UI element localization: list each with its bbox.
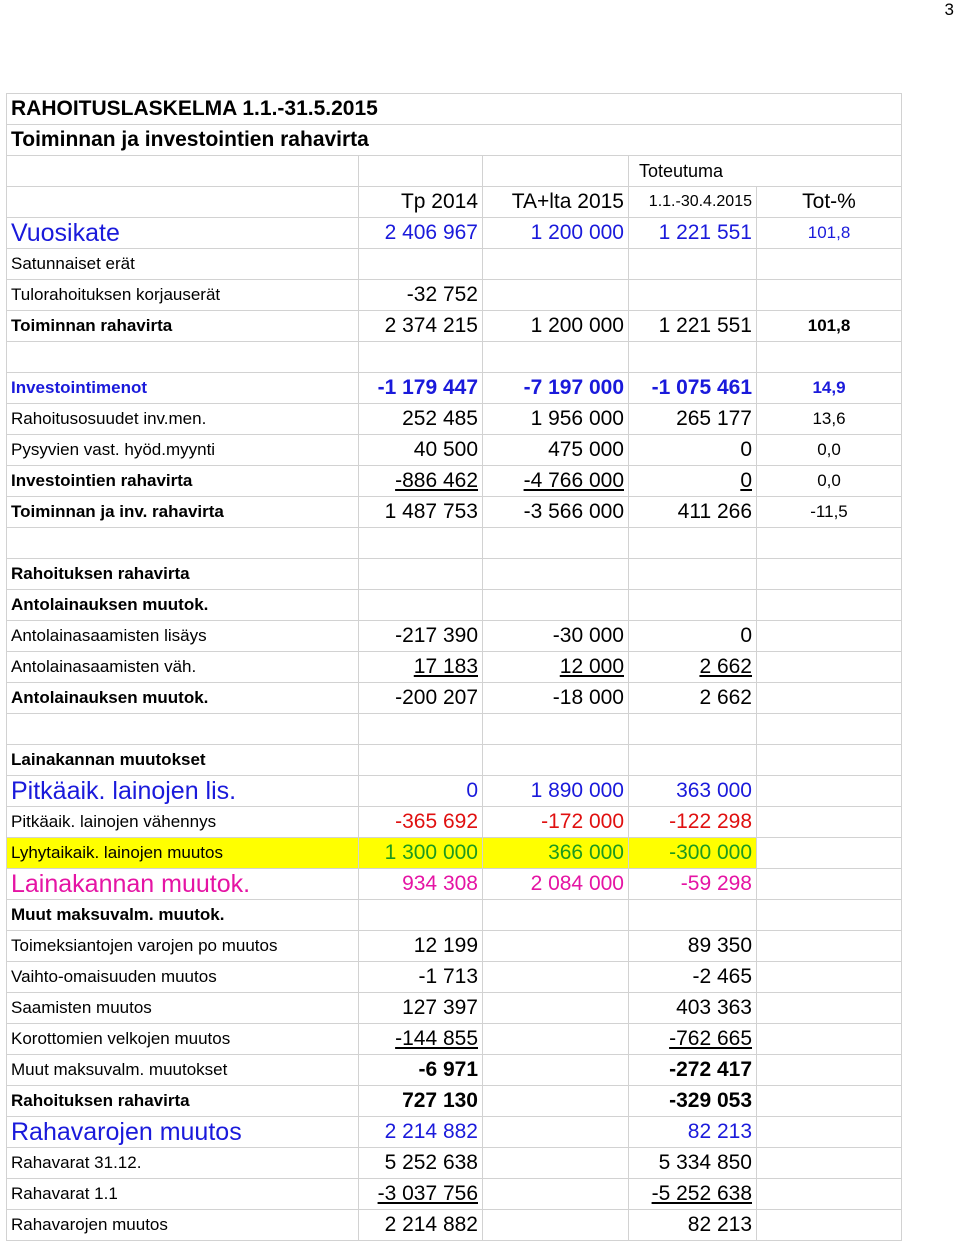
cell-pct: -11,5 [757, 497, 902, 528]
cell-ta [483, 590, 629, 621]
cell-pct [757, 1179, 902, 1210]
row-label: Rahoitusosuudet inv.men. [7, 404, 359, 435]
title-row-1 [7, 94, 902, 125]
cell-tp: -6 971 [359, 1055, 483, 1086]
cell-pct: 13,6 [757, 404, 902, 435]
table-row [7, 1210, 902, 1241]
cell-ta: -7 197 000 [483, 373, 629, 404]
row-label [7, 714, 359, 745]
cell-tot: 2 662 [629, 683, 757, 714]
table-row [7, 962, 902, 993]
cell-pct [757, 993, 902, 1024]
table-row [7, 621, 902, 652]
cell-pct [757, 776, 902, 807]
cell-tot [629, 590, 757, 621]
cell-tp: 2 214 882 [359, 1117, 483, 1148]
cell-ta: -3 566 000 [483, 497, 629, 528]
table-row [7, 497, 902, 528]
table-row [7, 683, 902, 714]
header-toteutuma: Toteutuma [629, 156, 902, 187]
cell-tp [359, 900, 483, 931]
cell-ta [483, 249, 629, 280]
cell-tot: 411 266 [629, 497, 757, 528]
header-tp: Tp 2014 [359, 187, 483, 218]
row-label: Muut maksuvalm. muutokset [7, 1055, 359, 1086]
cell-tp: -1 179 447 [359, 373, 483, 404]
cell-pct [757, 528, 902, 559]
cell-pct [757, 838, 902, 869]
cell-tp: -144 855 [359, 1024, 483, 1055]
table-row [7, 1086, 902, 1117]
cell-tp [359, 745, 483, 776]
cell-tot: -2 465 [629, 962, 757, 993]
cell-pct [757, 249, 902, 280]
cell-tp [359, 249, 483, 280]
cell-tp [359, 590, 483, 621]
row-label: Investointimenot [7, 373, 359, 404]
table-row [7, 218, 902, 249]
cell-tp: -32 752 [359, 280, 483, 311]
cell-tot: 0 [629, 466, 757, 497]
cell-pct [757, 621, 902, 652]
cell-tp: -3 037 756 [359, 1179, 483, 1210]
cell-ta [483, 280, 629, 311]
row-label: Toiminnan rahavirta [7, 311, 359, 342]
cell-ta [483, 745, 629, 776]
cell-tot: -5 252 638 [629, 1179, 757, 1210]
cell-tot [629, 249, 757, 280]
cell-tot: -1 075 461 [629, 373, 757, 404]
table-row [7, 900, 902, 931]
table-row [7, 652, 902, 683]
cell-tot [629, 745, 757, 776]
cell-ta [483, 714, 629, 745]
cell-ta: -18 000 [483, 683, 629, 714]
row-label: Satunnaiset erät [7, 249, 359, 280]
cell-tot [629, 714, 757, 745]
row-label: Pysyvien vast. hyöd.myynti [7, 435, 359, 466]
row-label: Antolainasaamisten väh. [7, 652, 359, 683]
cell-tp [359, 342, 483, 373]
cell-tot: 1 221 551 [629, 218, 757, 249]
row-label: Antolainasaamisten lisäys [7, 621, 359, 652]
cell-tot [629, 559, 757, 590]
cell-ta [483, 1055, 629, 1086]
title-row-2 [7, 125, 902, 156]
cell-ta: 1 956 000 [483, 404, 629, 435]
row-label: Saamisten muutos [7, 993, 359, 1024]
cell-tot: -300 000 [629, 838, 757, 869]
row-label: Rahavarojen muutos [7, 1210, 359, 1241]
table-row [7, 869, 902, 900]
row-label: Pitkäaik. lainojen vähennys [7, 807, 359, 838]
cell-tot: 0 [629, 621, 757, 652]
cell-tot [629, 280, 757, 311]
row-label: Rahavarat 31.12. [7, 1148, 359, 1179]
cell-tp [359, 559, 483, 590]
cell-ta: 366 000 [483, 838, 629, 869]
cell-tot: 265 177 [629, 404, 757, 435]
header-row-2 [7, 187, 902, 218]
cell-tp: 12 199 [359, 931, 483, 962]
cell-tot: 82 213 [629, 1210, 757, 1241]
cell-ta [483, 1210, 629, 1241]
cell-tp: -200 207 [359, 683, 483, 714]
cell-pct: 0,0 [757, 466, 902, 497]
row-label: Lainakannan muutok. [7, 869, 359, 900]
cell-tp: 127 397 [359, 993, 483, 1024]
row-label: Investointien rahavirta [7, 466, 359, 497]
cell-pct [757, 1148, 902, 1179]
table-row [7, 807, 902, 838]
cell-ta [483, 931, 629, 962]
cell-ta [483, 1024, 629, 1055]
cell-pct [757, 1086, 902, 1117]
cash-flow-table [6, 93, 902, 1241]
page-number: 3 [944, 0, 954, 19]
cell-pct [757, 714, 902, 745]
cell-pct [757, 1210, 902, 1241]
cell-pct [757, 683, 902, 714]
cell-pct: 0,0 [757, 435, 902, 466]
cell-tp: 1 487 753 [359, 497, 483, 528]
row-label: Rahoituksen rahavirta [7, 1086, 359, 1117]
cell-pct [757, 652, 902, 683]
cell-ta: 475 000 [483, 435, 629, 466]
cell-tot [629, 342, 757, 373]
cell-ta [483, 1117, 629, 1148]
row-label [7, 528, 359, 559]
table-row [7, 776, 902, 807]
cell-pct: 101,8 [757, 218, 902, 249]
cell-tot: 89 350 [629, 931, 757, 962]
cell-ta [483, 962, 629, 993]
cell-tot [629, 900, 757, 931]
cell-ta [483, 1148, 629, 1179]
cell-pct [757, 1024, 902, 1055]
cell-tot [629, 528, 757, 559]
table-row [7, 993, 902, 1024]
cell-ta: 1 200 000 [483, 311, 629, 342]
cell-pct [757, 807, 902, 838]
table-row [7, 714, 902, 745]
row-label: Lyhytaikaik. lainojen muutos [7, 838, 359, 869]
header-row-1 [7, 156, 902, 187]
row-label: Antolainauksen muutok. [7, 590, 359, 621]
table-row [7, 466, 902, 497]
cell-pct [757, 342, 902, 373]
cell-tp: -1 713 [359, 962, 483, 993]
cell-ta [483, 342, 629, 373]
table-row [7, 838, 902, 869]
cell-pct [757, 869, 902, 900]
table-row [7, 559, 902, 590]
table-row [7, 1179, 902, 1210]
cell-ta [483, 900, 629, 931]
row-label: Toiminnan ja inv. rahavirta [7, 497, 359, 528]
cell-tp: 17 183 [359, 652, 483, 683]
cell-tp: 40 500 [359, 435, 483, 466]
cell-ta [483, 559, 629, 590]
cell-ta [483, 993, 629, 1024]
cell-tp: 1 300 000 [359, 838, 483, 869]
report-subtitle: Toiminnan ja investointien rahavirta [7, 125, 902, 156]
cell-tp: -886 462 [359, 466, 483, 497]
row-label: Lainakannan muutokset [7, 745, 359, 776]
cell-tot: 82 213 [629, 1117, 757, 1148]
table-row [7, 745, 902, 776]
cell-ta [483, 528, 629, 559]
cell-pct [757, 745, 902, 776]
cell-ta: 2 084 000 [483, 869, 629, 900]
table-row [7, 342, 902, 373]
report-title: RAHOITUSLASKELMA 1.1.-31.5.2015 [7, 94, 902, 125]
cell-tp: 2 406 967 [359, 218, 483, 249]
table-row [7, 1055, 902, 1086]
header-period: 1.1.-30.4.2015 [629, 187, 757, 218]
row-label: Korottomien velkojen muutos [7, 1024, 359, 1055]
cell-ta: 1 890 000 [483, 776, 629, 807]
cell-tot: 1 221 551 [629, 311, 757, 342]
table-row [7, 931, 902, 962]
table-row [7, 373, 902, 404]
row-label: Rahoituksen rahavirta [7, 559, 359, 590]
cell-tot: -59 298 [629, 869, 757, 900]
cell-pct [757, 962, 902, 993]
table-row [7, 435, 902, 466]
header-tot-pct: Tot-% [757, 187, 902, 218]
cell-ta: 1 200 000 [483, 218, 629, 249]
row-label: Rahavarat 1.1 [7, 1179, 359, 1210]
cell-ta: 12 000 [483, 652, 629, 683]
row-label: Vaihto-omaisuuden muutos [7, 962, 359, 993]
cell-pct: 101,8 [757, 311, 902, 342]
row-label: Rahavarojen muutos [7, 1117, 359, 1148]
table-row [7, 311, 902, 342]
cell-tp [359, 714, 483, 745]
cell-pct [757, 1055, 902, 1086]
cell-pct [757, 900, 902, 931]
cell-tot: 403 363 [629, 993, 757, 1024]
table-row [7, 590, 902, 621]
cell-tot: -762 665 [629, 1024, 757, 1055]
cell-pct [757, 559, 902, 590]
cell-tot: 0 [629, 435, 757, 466]
cell-ta: -4 766 000 [483, 466, 629, 497]
table-row [7, 404, 902, 435]
cell-tp: 934 308 [359, 869, 483, 900]
cell-ta: -30 000 [483, 621, 629, 652]
cell-pct: 14,9 [757, 373, 902, 404]
row-label: Toimeksiantojen varojen po muutos [7, 931, 359, 962]
cell-ta [483, 1179, 629, 1210]
table-row [7, 1117, 902, 1148]
cell-tp: 727 130 [359, 1086, 483, 1117]
cell-tot: 2 662 [629, 652, 757, 683]
cell-tot: -329 053 [629, 1086, 757, 1117]
table-row [7, 1148, 902, 1179]
cell-tp [359, 528, 483, 559]
cell-pct [757, 931, 902, 962]
cell-ta [483, 1086, 629, 1117]
cell-tot: 5 334 850 [629, 1148, 757, 1179]
cell-tp: -217 390 [359, 621, 483, 652]
cell-tot: 363 000 [629, 776, 757, 807]
table-row [7, 528, 902, 559]
cell-ta: -172 000 [483, 807, 629, 838]
header-ta: TA+lta 2015 [483, 187, 629, 218]
cell-tp: 0 [359, 776, 483, 807]
table-row [7, 280, 902, 311]
table-row [7, 1024, 902, 1055]
cell-pct [757, 1117, 902, 1148]
cell-tp: 2 374 215 [359, 311, 483, 342]
row-label: Muut maksuvalm. muutok. [7, 900, 359, 931]
cell-tp: 5 252 638 [359, 1148, 483, 1179]
row-label: Vuosikate [7, 218, 359, 249]
cell-tot: -272 417 [629, 1055, 757, 1086]
cell-tp: 2 214 882 [359, 1210, 483, 1241]
row-label: Pitkäaik. lainojen lis. [7, 776, 359, 807]
row-label [7, 342, 359, 373]
cell-tp: -365 692 [359, 807, 483, 838]
cell-tp: 252 485 [359, 404, 483, 435]
cell-pct [757, 280, 902, 311]
cell-pct [757, 590, 902, 621]
row-label: Tulorahoituksen korjauserät [7, 280, 359, 311]
row-label: Antolainauksen muutok. [7, 683, 359, 714]
table-row [7, 249, 902, 280]
cell-tot: -122 298 [629, 807, 757, 838]
